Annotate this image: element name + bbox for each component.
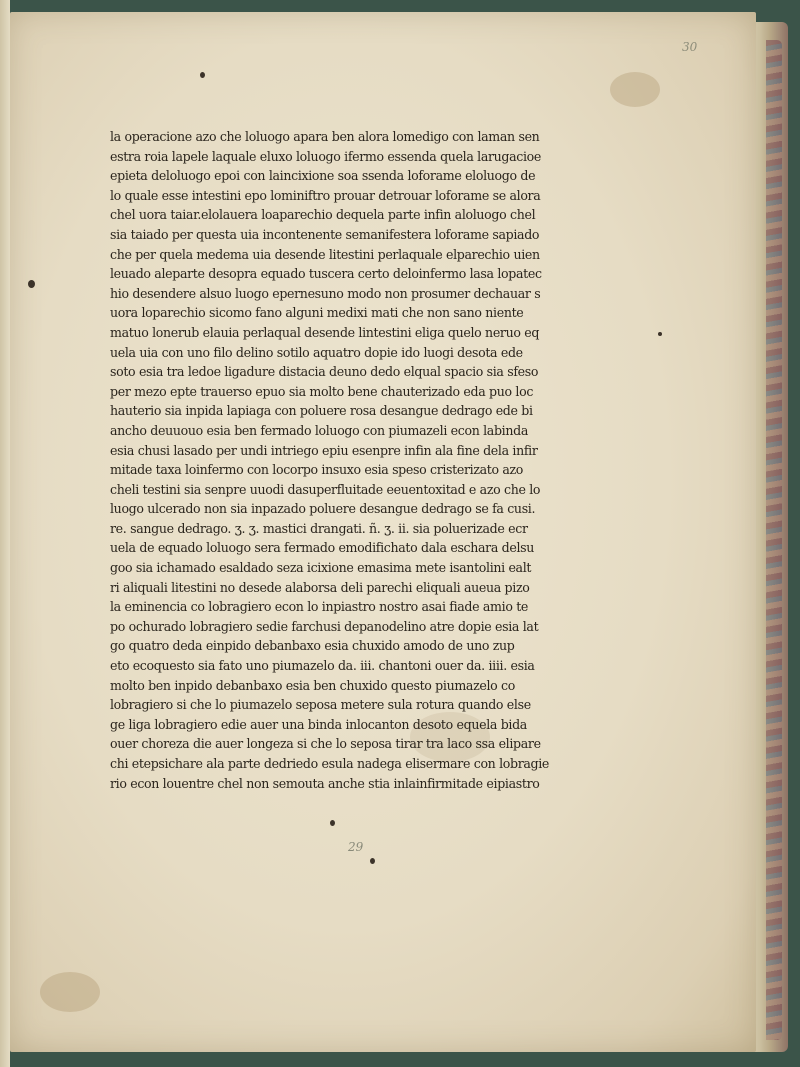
body-text xyxy=(110,127,595,793)
text-line: chi etepsichare ala parte dedriedo esula nadega elisermare con lobragie xyxy=(110,756,550,771)
text-line: luogo ulcerado non sia inpazado poluere desangue dedrago se fa cusi. xyxy=(110,501,536,517)
text-line: hio desendere alsuo luogo epernesuno modo non prosumer dechauar s xyxy=(110,285,541,301)
folio-number: 29 xyxy=(348,840,364,854)
text-line: la operacione azo che loluogo apara ben alora lomedigo con laman sen xyxy=(110,129,540,144)
text-line: uela de equado loluogo sera fermado emodifichato dala eschara delsu xyxy=(110,540,535,556)
text-line: lobragiero si che lo piumazelo seposa metere sula rotura quando else xyxy=(110,697,531,713)
text-line: eto ecoquesto sia fato uno piumazelo da. iii. chantoni ouer da. iiii. esia xyxy=(110,658,535,674)
text-line: matuo lonerub elauia perlaqual desende lintestini eliga quelo neruo eq xyxy=(110,324,540,340)
text-line: re. sangue dedrago. ʒ. ʒ. mastici drangati. ñ. ʒ. ii. sia poluerizade ecr xyxy=(110,520,528,536)
text-line: rio econ louentre chel non semouta anche stia inlainfirmitade eipiastro xyxy=(110,775,540,791)
ink-speck xyxy=(370,858,375,864)
text-line: per mezo epte trauerso epuo sia molto bene chauterizado eda puo loc xyxy=(110,383,534,399)
text-line: ge liga lobragiero edie auer una binda inlocanton desoto equela bida xyxy=(110,716,527,732)
text-line: esia chusi lasado per undi intriego epiu esenpre infin ala fine dela infir xyxy=(110,442,538,458)
text-line: lo quale esse intestini epo lominiftro prouar detrouar loforame se alora xyxy=(110,187,541,203)
text-line: uora loparechio sicomo fano alguni medixi mati che non sano niente xyxy=(110,305,524,321)
text-line: leuado aleparte desopra equado tuscera certo deloinfermo lasa lopatec xyxy=(110,266,542,282)
left-page-edge xyxy=(0,0,10,1067)
text-line: molto ben inpido debanbaxo esia ben chuxido questo piumazelo co xyxy=(110,677,515,693)
text-line: hauterio sia inpida lapiaga con poluere rosa desangue dedrago ede bi xyxy=(110,403,533,419)
text-line: soto esia tra ledoe ligadure distacia deuno dedo elqual spacio sia sfeso xyxy=(110,364,539,380)
ink-speck xyxy=(28,280,35,288)
text-line: epieta deloluogo epoi con laincixione soa ssenda loforame eloluogo de xyxy=(110,168,536,184)
marbled-cover-edge xyxy=(766,40,782,1040)
corner-page-number: 30 xyxy=(682,40,698,54)
text-line: cheli testini sia senpre uuodi dasuperfluitade eeuentoxitad e azo che lo xyxy=(110,481,541,497)
text-line: goo sia ichamado esaldado seza icixione emasima mete isantolini ealt xyxy=(110,560,532,576)
text-line: ri aliquali litestini no desede alaborsa deli parechi eliquali aueua pizo xyxy=(110,579,530,595)
text-line: ouer choreza die auer longeza si che lo seposa tirar tra laco ssa elipare xyxy=(110,736,541,752)
text-line: mitade taxa loinfermo con locorpo insuxo esia speso cristerizato azo xyxy=(110,462,524,478)
text-line: sia taiado per questa uia incontenente semanifestera loforame sapiado xyxy=(110,226,540,242)
ink-speck xyxy=(330,820,335,826)
text-line: la eminencia co lobragiero econ lo inpiastro nostro asai fiade amio te xyxy=(110,599,529,615)
text-line: go quatro deda einpido debanbaxo esia chuxido amodo de uno zup xyxy=(110,638,515,654)
text-line: che per quela medema uia desende litestini perlaquale elparechio uien xyxy=(110,246,540,262)
ink-speck xyxy=(658,332,662,336)
text-line: estra roia lapele laquale eluxo loluogo ifermo essenda quela larugacioe xyxy=(110,148,542,164)
text-line: ancho deuuouo esia ben fermado loluogo con piumazeli econ labinda xyxy=(110,422,528,438)
book-page xyxy=(10,12,756,1052)
foxing-stain xyxy=(40,972,100,1012)
text-line: chel uora taiar.elolauera loaparechio dequela parte infin aloluogo chel xyxy=(110,207,536,223)
ink-speck xyxy=(200,72,205,78)
text-line: uela uia con uno filo delino sotilo aquatro dopie ido luogi desota ede xyxy=(110,344,523,360)
foxing-stain xyxy=(610,72,660,107)
text-line: po ochurado lobragiero sedie farchusi depanodelino atre dopie esia lat xyxy=(110,618,539,634)
